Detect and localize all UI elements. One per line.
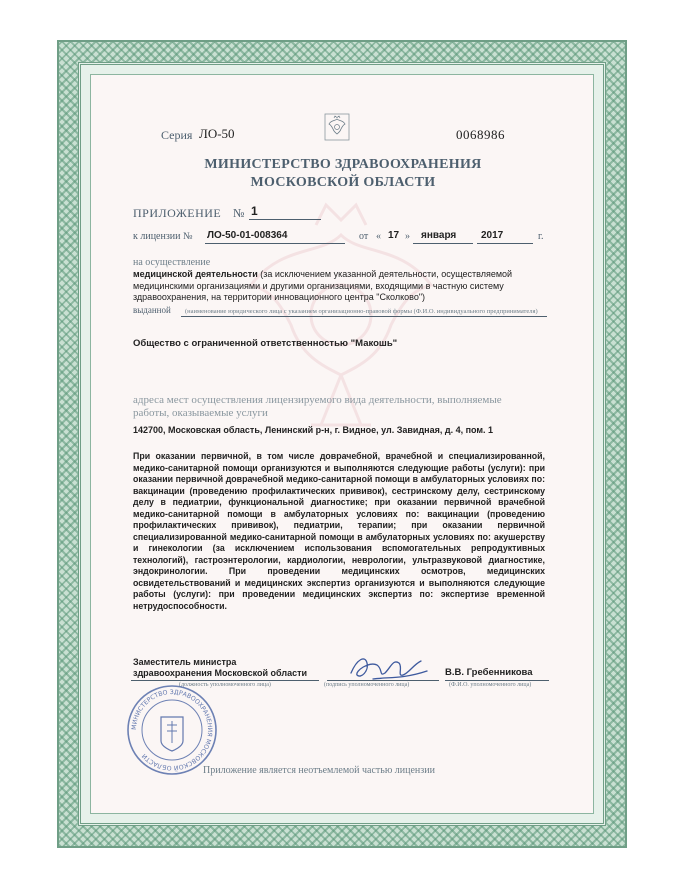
license-number: ЛО-50-01-008364	[207, 230, 288, 241]
license-month: января	[421, 230, 457, 241]
address-value: 142700, Московская область, Ленинский р-н, г. Видное, ул. Завидная, д. 4, пом. 1	[133, 425, 494, 435]
signer-name: В.В. Гребенникова	[445, 667, 533, 678]
ministry-title-line1: МИНИСТЕРСТВО ЗДРАВООХРАНЕНИЯ	[204, 157, 482, 172]
year-underline	[477, 243, 533, 244]
handwritten-signature-icon	[343, 651, 433, 685]
ministry-title-line2: МОСКОВСКОЙ ОБЛАСТИ	[250, 175, 436, 190]
document-body	[90, 74, 594, 814]
activity-description	[133, 269, 545, 304]
issued-note: (наименование юридического лица с указанием организационно-правовой формы (Ф.И.О. индивидуального предпринимателя)	[185, 308, 538, 315]
name-underline	[445, 680, 549, 681]
signer-position	[133, 657, 307, 679]
signer-position-line2: здравоохранения Московской области	[133, 668, 308, 678]
position-note: (должность уполномоченного лица)	[179, 682, 271, 688]
appendix-number: 1	[251, 204, 258, 218]
activity-bold: медицинской деятельности	[133, 269, 258, 279]
fio-note: (Ф.И.О. уполномоченного лица)	[449, 682, 532, 688]
services-text: При оказании первичной, в том числе доврачебной, врачебной и специализированной, медико-санитарной помощи организуются и выполняются следующие работы (услуги): при оказании первичной доврачебной медико-санитарной помощи в амбулаторных условиях по: вакцинации (проведению профилактических прививок), сестринскому делу, сестринскому делу в педиатрии, функциональной диагностике; при оказании первичной врачебной медико-санитарной помощи в амбулаторных условиях по: вакцинации (проведению профилактических прививок), педиатрии, терапии; при оказании первичной специализированной медико-санитарной помощи в амбулаторных условиях по: акушерству и гинекологии (за исключением использования вспомогательных репродуктивных технологий), гастроэнтерологии, кардиологии, неврологии, ультразвуковой диагностике, эндокринологии. При проведении медицинских осмотров, медицинских освидетельствований и медицинских экспертиз организуются и выполняются следующие работы (услуги): при проведении медицинских экспертиз по: экспертизе временной нетрудоспособности.	[133, 451, 545, 611]
month-underline	[413, 243, 473, 244]
appendix-label: ПРИЛОЖЕНИЕ	[133, 206, 222, 220]
address-label: адреса мест осуществления лицензируемого вида деятельности, выполняемые работы, оказываемые услуги	[133, 394, 502, 419]
appendix-underline	[249, 219, 321, 220]
position-underline	[131, 680, 319, 681]
form-number: 0068986	[456, 127, 505, 142]
license-day: 17	[388, 230, 400, 241]
series-label: Серия	[161, 128, 193, 142]
footer-note: Приложение является неотъемлемой частью лицензии	[203, 765, 435, 776]
activity-label: на осуществление	[133, 257, 211, 268]
stamp-text: МИНИСТЕРСТВО ЗДРАВООХРАНЕНИЯ МОСКОВСКОЙ ОБЛАСТИ	[130, 688, 214, 772]
signature-note: (подпись уполномоченного лица)	[324, 682, 410, 688]
official-stamp-icon	[125, 683, 219, 777]
date-quote-open: «	[376, 231, 381, 242]
date-from-label: от	[359, 231, 369, 242]
license-label: к лицензии №	[133, 231, 193, 242]
license-year: 2017	[481, 230, 504, 241]
appendix-number-sign: №	[233, 206, 245, 220]
double-headed-eagle-icon	[324, 113, 350, 141]
issued-underline	[181, 316, 547, 317]
organization-name: Общество с ограниченной ответственностью "Макошь"	[133, 338, 398, 349]
license-underline	[205, 243, 345, 244]
date-quote-close: »	[405, 231, 410, 242]
activity-rest: (за исключением указанной деятельности, осуществляемой медицинскими организациями и другими организациями, входящими в частную систему здравоохранения, на территории инновационного центра "Сколково")	[133, 269, 513, 302]
issued-label: выданной	[133, 305, 171, 315]
signer-position-line1: Заместитель министра	[133, 657, 237, 667]
series-value: ЛО-50	[199, 126, 235, 141]
year-suffix: г.	[538, 231, 544, 242]
